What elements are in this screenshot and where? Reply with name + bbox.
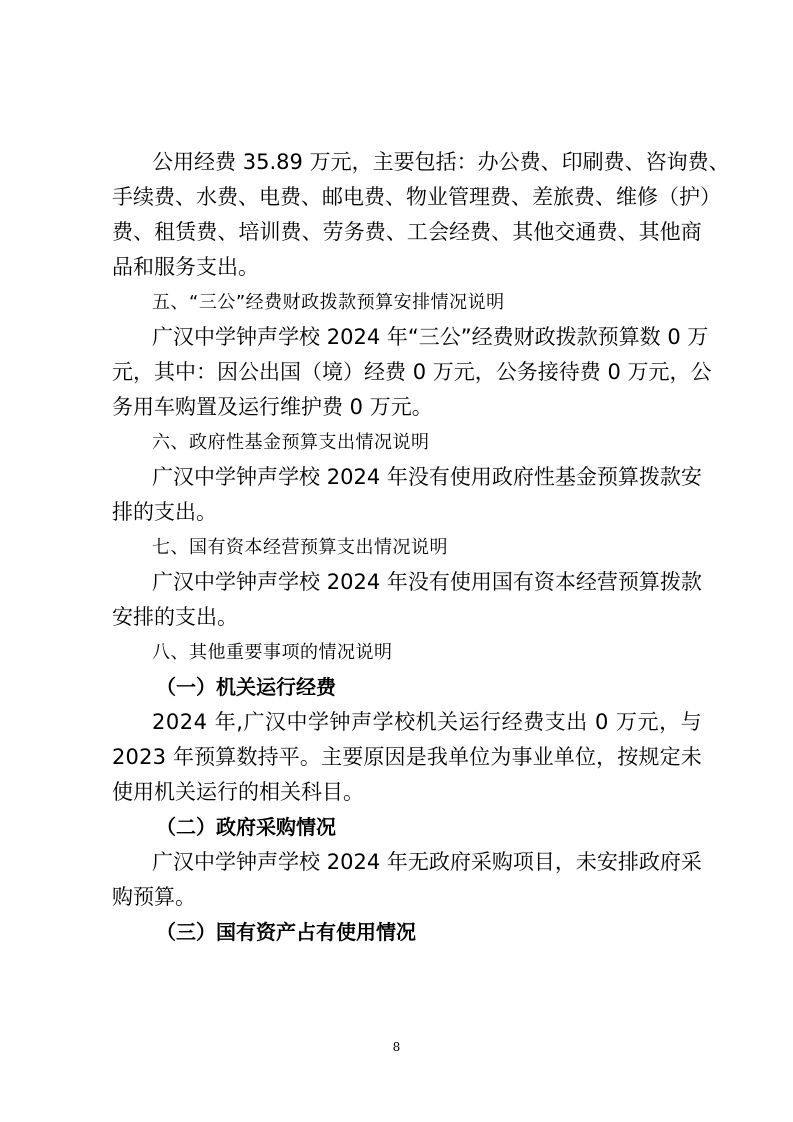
section-heading: 六、政府性基金预算支出情况说明 — [152, 432, 430, 453]
paragraph-line: 广 汉 中 学 钟 声 学 校 2 0 2 4 年 没 有 使 用 政 府 性 基 金 预 算 拨 款 安 — [152, 465, 702, 489]
paragraph-line: 购预算。 — [112, 885, 196, 909]
paragraph-line: 2 0 2 3 年 预 算 数 持 平 。 主 要 原 因 是 我 单 位 为 事 业 单 位 ， 按 规 定 未 — [112, 745, 702, 769]
paragraph-line: 排的支出。 — [112, 500, 217, 524]
paragraph-line: 公 用 经 费 3 5 . 8 9 万 元 ， 主 要 包 括 ： 办 公 费 、 印 刷 费 、 咨 询 费 、 — [152, 150, 730, 174]
paragraph-line: 广 汉 中 学 钟 声 学 校 2 0 2 4 年 没 有 使 用 国 有 资 本 经 营 预 算 拨 款 — [152, 570, 702, 594]
paragraph-line: 安排的支出。 — [112, 605, 238, 629]
paragraph-line: 广 汉 中 学 钟 声 学 校 2 0 2 4 年 “ 三 公 ” 经 费 财 政 拨 款 预 算 数 0 万 — [152, 325, 709, 349]
paragraph-line: 2 0 2 4 年 , 广 汉 中 学 钟 声 学 校 机 关 运 行 经 费 支 出 0 万 元 ， 与 — [152, 710, 702, 734]
paragraph-line: 手 续 费 、 水 费 、 电 费 、 邮 电 费 、 物 业 管 理 费 、 差 旅 费 、 维 修 （ 护 ） — [112, 185, 721, 209]
page-number: 8 — [392, 1040, 401, 1054]
section-heading: （二）政府采购情况 — [156, 815, 336, 839]
section-heading: （三）国有资产占有使用情况 — [156, 920, 416, 944]
paragraph-line: 使用机关运行的相关科目。 — [112, 780, 364, 804]
paragraph-line: 品和服务支出。 — [112, 255, 259, 279]
paragraph-line: 元 ， 其 中 ： 因 公 出 国 （ 境 ） 经 费 0 万 元 ， 公 务 接 待 费 0 万 元 ， 公 — [112, 360, 712, 384]
paragraph-line: 费 、 租 赁 费 、 培 训 费 、 劳 务 费 、 工 会 经 费 、 其 他 交 通 费 、 其 他 商 — [112, 220, 702, 244]
paragraph-line: 务用车购置及运行维护费 0 万元。 — [112, 395, 433, 419]
section-heading: （一）机关运行经费 — [156, 675, 336, 699]
section-heading: 五、“三公”经费财政拨款预算安排情况说明 — [152, 292, 505, 313]
section-heading: 七、国有资本经营预算支出情况说明 — [152, 537, 448, 558]
paragraph-line: 广 汉 中 学 钟 声 学 校 2 0 2 4 年 无 政 府 采 购 项 目 ， 未 安 排 政 府 采 — [152, 850, 702, 874]
document-body — [112, 145, 730, 950]
section-heading: 八、其他重要事项的情况说明 — [152, 642, 393, 663]
